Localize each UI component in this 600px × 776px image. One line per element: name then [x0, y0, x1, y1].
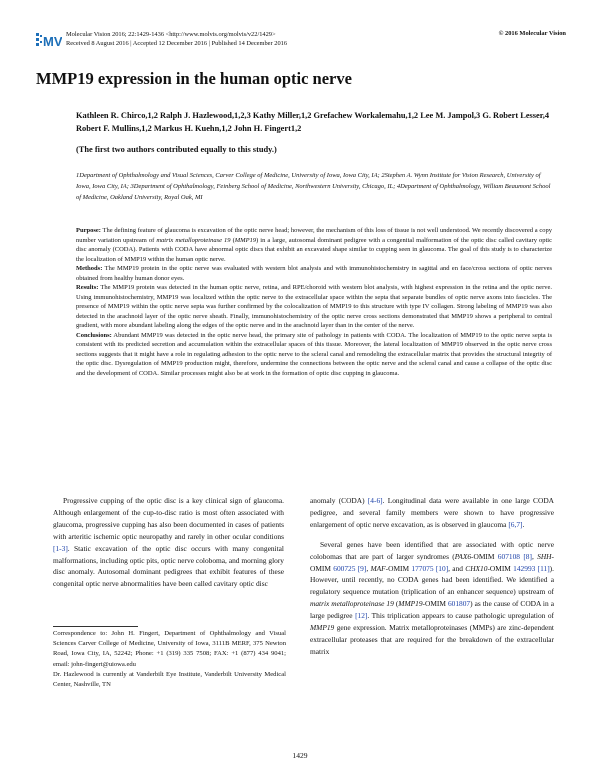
body-column-right: [310, 495, 554, 658]
results-text: The MMP19 protein was detected in the human optic nerve, retina, and RPE/choroid with western blot analysis, with highest expression in the retina and the optic nerve. Using immunohistochemistry, MMP19 was localized within the optic nerve to the extracellular space within the septa that separate bundles of optic nerve axons into fascicles. The presence of MMP19 within the optic nerve septa was further confirmed by the colocalization of MMP19 to this structure with type IV collagen. Strong labeling of MMP19 was also detected in the arachnoid layer of the optic nerve sheath. Finally, immunohistochemistry of the optic nerve cross sections demonstrated that MMP19 shows a peripheral to central gradient, with more abundant labeling along the edges of the optic nerve and in the arachnoid layer than in the center of the nerve.: [76, 284, 552, 329]
molecular-vision-logo-icon: [36, 31, 62, 49]
article-title: MMP19 expression in the human optic nerve: [36, 69, 352, 88]
abstract: [76, 226, 552, 378]
citation-link[interactable]: [6,7]: [508, 519, 523, 529]
affiliation-note: Dr. Hazlewood is currently at Vanderbilt Eye Institute, Vanderbilt University Medical Center, Nashville, TN: [53, 670, 286, 689]
omim-link[interactable]: 177075: [411, 563, 434, 573]
text: -OMIM: [422, 599, 446, 609]
gene-name: matrix metalloproteinase 19: [310, 599, 394, 609]
omim-link[interactable]: 601807: [447, 599, 471, 609]
purpose-text-2: ) in a large, autosomal dominant pedigree with a congenital malformation of the optic disc called cavitary optic disc anomaly (CODA). Patients with CODA have abnormal optic discs that exhibit an excavated shape similar to cupping seen in glaucoma. The goal of this study is to characterize the localization of MMP19 within the human optic nerve.: [76, 236, 552, 263]
citation-link[interactable]: [9]: [357, 563, 367, 573]
omim-link[interactable]: 607108: [497, 551, 520, 561]
affiliations: 1Department of Ophthalmology and Visual Sciences, Carver College of Medicine, University of Iowa, Iowa City, IA; 2Stephen A. Wynn Institute for Vision Research, University of Iowa, Iowa City, IA; 3Department of Ophthalmology, Feinberg School of Medicine, Northwestern University, Chicago, IL; 4Department of Ophthalmology, William Beaumont School of Medicine, Oakland University, Royal Oak, MI: [76, 172, 551, 202]
methods-text: The MMP19 protein in the optic nerve was evaluated with western blot analysis and with immunohistochemistry in sagittal and en face/cross sections of optic nerves obtained from healthy human donor eyes.: [76, 265, 552, 282]
journal-info: [66, 30, 287, 48]
citation-link[interactable]: [1-3]: [53, 543, 68, 553]
text: -OMIM: [487, 563, 511, 573]
correspondence-text: Correspondence to: John H. Fingert, Department of Ophthalmology and Visual Sciences Carver College of Medicine, University of Iowa, 3111B MERF, 375 Newton Road, Iowa City, IA, 52242; Phone: +1 (319) 335 7508; FAX: +1 (877) 434 9041; email: john-fingert@uiowa.edu: [53, 630, 286, 668]
intro-text-2: . Static excavation of the optic disc occurs with many congenital malformations, including optic pits, optic nerve coloboma, and morning glory disc anomaly. Autosomal dominant pedigrees that exhibit features of these congenital optic nerve abnormalities have been called cavitary optic disc: [53, 543, 284, 589]
methods-label: Methods:: [76, 265, 103, 272]
text: -OMIM: [471, 551, 495, 561]
gene-name: PAX6: [454, 551, 472, 561]
citation-link[interactable]: [4-6]: [367, 496, 383, 505]
page-number: 1429: [292, 751, 308, 760]
logo-text: MV: [43, 34, 62, 49]
abstract-results: [76, 283, 552, 331]
gene-name: matrix metalloproteinase 19: [156, 236, 231, 244]
text: gene expression. Matrix metalloproteinases (MMPs) are zinc-dependent extracellular proteases that are required for the breakdown of the extracellular matrix: [310, 623, 554, 656]
gene-name: CHX10: [465, 563, 488, 573]
body-paragraph-1: anomaly (CODA) [4-6]. Longitudinal data were available in one large CODA pedigree, and several family members were shown to have progressive enlargement of optic nerve excavation, as is observed in glaucoma [6,7].: [310, 496, 554, 529]
correspondence-footnote: [53, 629, 286, 690]
text: -OMIM: [310, 551, 554, 573]
gene-name: MMP19: [234, 236, 257, 244]
gene-name: MMP19: [310, 623, 335, 633]
text: ) as the cause of CODA in a large pedigree: [310, 599, 554, 621]
text: . This triplication appears to cause pathologic upregulation of: [367, 611, 555, 621]
text: anomaly (CODA): [310, 496, 365, 505]
journal-citation-line: Molecular Vision 2016; 22:1429-1436 <http://www.molvis.org/molvis/v22/1429>: [66, 31, 276, 38]
abstract-methods: [76, 264, 552, 283]
text: ). However, until recently, no CODA genes had been identified. We identified a regulatory sequence mutation (triplication of an enhancer sequence) upstream of: [310, 563, 554, 597]
results-label: Results:: [76, 284, 99, 291]
journal-header: [36, 30, 566, 52]
body-column-left: [53, 495, 284, 590]
abstract-conclusions: [76, 331, 552, 379]
paren: (: [232, 236, 235, 244]
citation-link[interactable]: [12]: [355, 611, 368, 621]
copyright-notice: © 2016 Molecular Vision: [498, 30, 566, 37]
gene-name: SHH: [537, 551, 552, 561]
text: Several genes have been identified that are associated with optic nerve colobomas that are part of larger syndromes (: [310, 539, 554, 561]
omim-link[interactable]: 600725: [333, 563, 356, 573]
author-contribution-note: (The first two authors contributed equally to this study.): [76, 145, 277, 154]
conclusions-text: Abundant MMP19 was detected in the optic nerve head, the primary site of pathology in patients with CODA. The localization of MMP19 to the optic nerve septa is consistent with its predicted secretion and accumulation within the extracellular spaces of this tissue. Moreover, the lateral localization of MMP19 observed in the optic nerve cross sections suggests that it might have a role in regulating adhesion to the optic nerve to the scleral canal and remodeling the extracellular matrix that provides the structural integrity of the optic disc. Dysregulation of MMP19 production might, therefore, undermine the connections between the optic nerve and the scleral canal and cause a collapse of the optic disc and the development of CODA. Similar processes might also be at work in the formation of optic disc cupping in glaucoma.: [76, 331, 552, 377]
footnote-divider: [53, 626, 138, 627]
gene-name: MAF: [370, 563, 386, 573]
body-paragraph-2: Several genes have been identified that are associated with optic nerve colobomas that are part of larger syndromes (PAX6-OMIM 607108 [8], SHH-OMIM 600725 [9], MAF-OMIM 177075 [10], and CHX10-OMIM 142993 [11]). However, until recently, no CODA genes had been identified. We identified a regulatory sequence mutation (triplication of an enhancer sequence) upstream of matrix metalloproteinase 19 (MMP19-OMIM 601807) as the cause of CODA in a large pedigree [12]. This triplication appears to cause pathologic upregulation of MMP19 gene expression. Matrix metalloproteinases (MMPs) are zinc-dependent extracellular proteases that are required for the breakdown of the extracellular matrix: [310, 539, 555, 656]
intro-text: Progressive cupping of the optic disc is a key clinical sign of glaucoma. Although enlargement of the cup-to-disc ratio is most often associated with glaucoma, progressive cupping has also been documented in cases of patients with arteritic ischemic optic neuropathy and rarely in other ocular conditions: [53, 496, 284, 541]
intro-paragraph: [53, 495, 284, 590]
author-list: Kathleen R. Chirco,1,2 Ralph J. Hazlewood,1,2,3 Kathy Miller,1,2 Grefachew Workalemahu,1,2 Lee M. Jampol,3 G. Robert Lesser,4 Robert F. Mullins,1,2 Markus H. Kuehn,1,2 John H. Fingert1,2: [76, 111, 550, 133]
text: . Longitudinal data were available in one large CODA pedigree, and several family members were shown to have progressive enlargement of optic nerve excavation, as is observed in glaucoma: [310, 496, 554, 529]
gene-name: MMP19: [398, 599, 423, 609]
purpose-label: Purpose:: [76, 227, 101, 234]
abstract-purpose: [76, 226, 552, 264]
paren: (: [395, 599, 399, 609]
text: -OMIM: [385, 563, 410, 573]
journal-dates-line: Received 8 August 2016 | Accepted 12 December 2016 | Published 14 December 2016: [66, 40, 288, 47]
conclusions-label: Conclusions:: [76, 331, 112, 339]
citation-link[interactable]: [11]: [537, 563, 550, 573]
citation-link[interactable]: [8]: [523, 551, 532, 561]
omim-link[interactable]: 142993: [513, 563, 536, 573]
purpose-text: The defining feature of glaucoma is excavation of the optic nerve head; however, the mechanism of this loss of tissue is not well understood. We recently discovered a copy number variation upstream of: [76, 227, 552, 244]
citation-link[interactable]: [10]: [435, 563, 449, 573]
